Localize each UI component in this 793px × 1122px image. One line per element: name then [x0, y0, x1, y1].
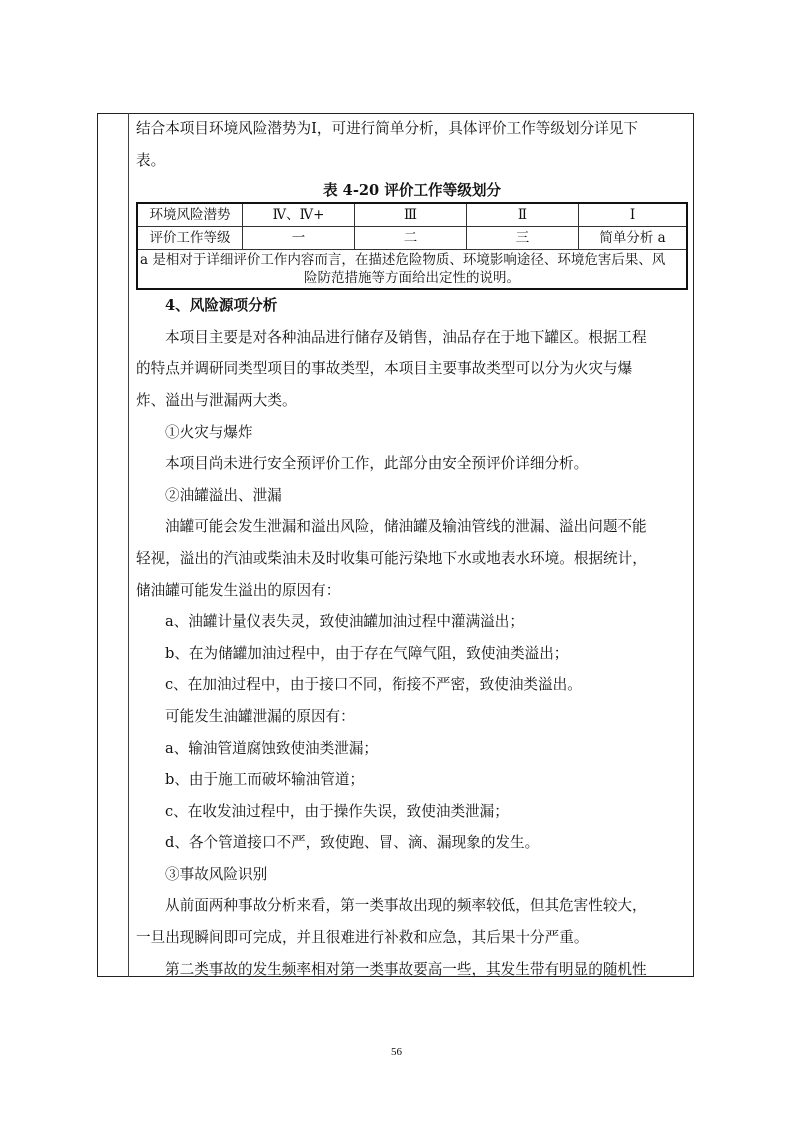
- list-item: c、在加油过程中，由于接口不同，衔接不严密，致使油类溢出。: [165, 676, 582, 694]
- list-item: a、油罐计量仪表失灵，致使油罐加油过程中灌满溢出；: [165, 613, 524, 631]
- paragraph-line: 储油罐可能发生溢出的原因有：: [136, 581, 341, 599]
- section-heading: 4、风险源项分析: [165, 297, 278, 315]
- table-cell: Ⅰ: [579, 203, 688, 227]
- paragraph-line: 轻视，溢出的汽油或柴油未及时收集可能污染地下水或地表水环境。根据统计，: [136, 549, 647, 567]
- paragraph-line: 的特点并调研同类型项目的事故类型，本项目主要事故类型可以分为火灾与爆: [136, 360, 633, 378]
- list-item: a、输油管道腐蚀致使油类泄漏；: [165, 739, 379, 757]
- table-note-line-1: a 是相对于详细评价工作内容而言，在描述危险物质、环境影响途径、环境危害后果、风: [140, 252, 666, 269]
- paragraph-line: 油罐可能会发生泄漏和溢出风险，储油罐及输油管线的泄漏、溢出问题不能: [165, 518, 647, 536]
- table-cell: 评价工作等级: [137, 227, 243, 250]
- list-item: b、由于施工而破坏输油管道；: [165, 771, 365, 789]
- table-cell: 三: [467, 227, 579, 250]
- paragraph-line: 本项目尚未进行安全预评价工作，此部分由安全预评价详细分析。: [165, 455, 589, 473]
- table-cell: Ⅱ: [467, 203, 579, 227]
- table-note: [137, 250, 687, 290]
- table-cell: 环境风险潜势: [137, 203, 243, 227]
- paragraph-line: 可能发生油罐泄漏的原因有：: [165, 707, 355, 725]
- table-row: [137, 203, 687, 227]
- paragraph-line: 炸、溢出与泄漏两大类。: [136, 391, 297, 409]
- subsection-title: ②油罐溢出、泄漏: [165, 486, 282, 504]
- paragraph-line: 本项目主要是对各种油品进行储存及销售，油品存在于地下罐区。根据工程: [165, 328, 647, 346]
- grade-table: [136, 202, 688, 290]
- table-cell: 简单分析 a: [579, 227, 688, 250]
- subsection-title: ③事故风险识别: [165, 865, 268, 883]
- page-number: 56: [391, 1046, 402, 1058]
- table-cell: Ⅲ: [355, 203, 467, 227]
- list-item: c、在收发油过程中，由于操作失误，致使油类泄漏；: [165, 802, 509, 820]
- frame-column-divider: [128, 113, 129, 977]
- table-caption: 表 4-20 评价工作等级划分: [322, 182, 502, 200]
- intro-line-2: 表。: [136, 151, 166, 169]
- table-cell: Ⅳ、Ⅳ+: [243, 203, 355, 227]
- table-cell: 一: [243, 227, 355, 250]
- paragraph-line: 一旦出现瞬间即可完成，并且很难进行补救和应急，其后果十分严重。: [136, 929, 589, 947]
- subsection-title: ①火灾与爆炸: [165, 423, 253, 441]
- paragraph-line: 第二类事故的发生频率相对第一类事故要高一些，其发生带有明显的随机性: [165, 960, 647, 978]
- table-note-row: [137, 250, 687, 290]
- table-cell: 二: [355, 227, 467, 250]
- table-row: [137, 227, 687, 250]
- intro-line-1: 结合本项目环境风险潜势为I，可进行简单分析，具体评价工作等级划分详见下: [136, 120, 638, 137]
- document-body: [136, 113, 688, 985]
- list-item: b、在为储罐加油过程中，由于存在气障气阻，致使油类溢出；: [165, 644, 569, 662]
- list-item: d、各个管道接口不严，致使跑、冒、滴、漏现象的发生。: [165, 834, 540, 852]
- paragraph-line: 从前面两种事故分析来看，第一类事故出现的频率较低，但其危害性较大，: [165, 897, 647, 915]
- table-note-line-2: 险防范措施等方面给出定性的说明。: [304, 270, 520, 287]
